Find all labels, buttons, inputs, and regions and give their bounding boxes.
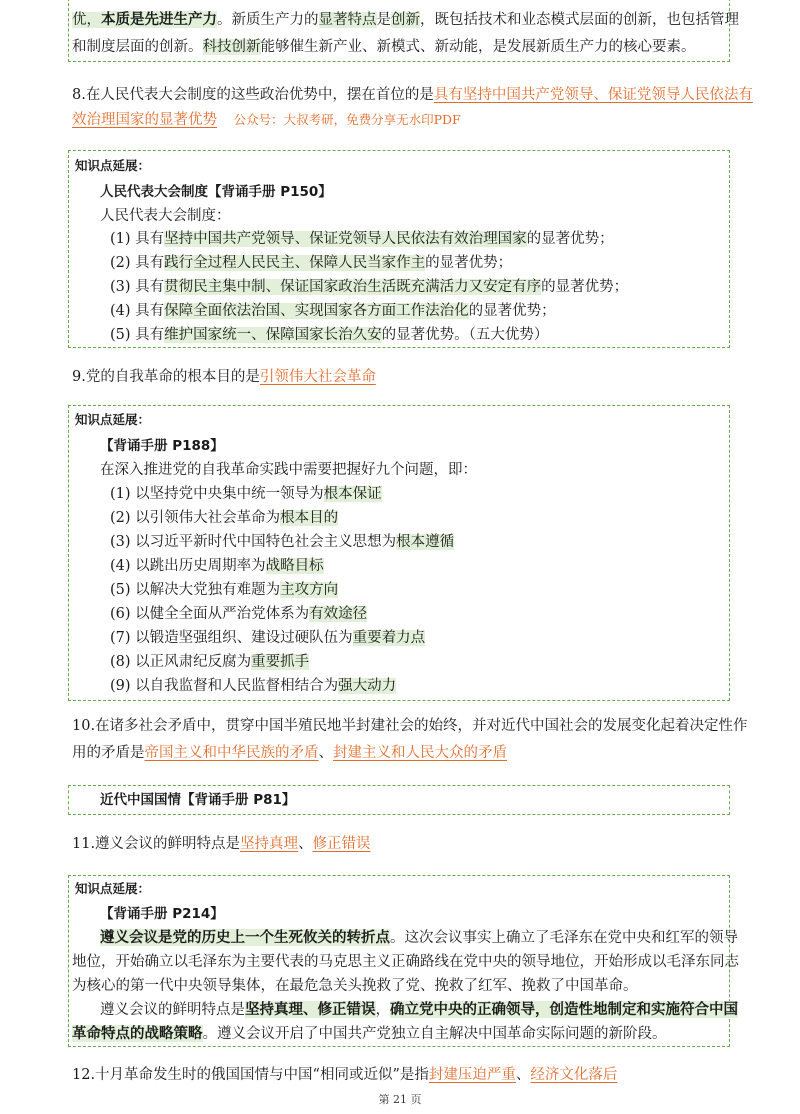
list-item	[110, 532, 454, 552]
text-span: ，	[375, 1002, 390, 1018]
list-item	[110, 628, 425, 648]
item-number: (8)	[110, 654, 131, 670]
list-item	[110, 604, 367, 624]
text-span: 的显著优势；	[425, 255, 513, 271]
question-text: 8.在人民代表大会制度的这些政治优势中，摆在首位的是	[72, 87, 434, 103]
text-span: 以锻造坚强组织、建设过硬队伍为	[135, 630, 353, 646]
list-item	[110, 253, 512, 273]
text-span: 以解决大党独有难题为	[135, 582, 281, 598]
answer-link[interactable]: 具有坚持中国共产党领导、保证党领导人民依法有	[433, 87, 753, 103]
text-span: 以引领伟大社会革命为	[135, 510, 281, 526]
item-number: (1)	[110, 231, 131, 247]
highlight: 根本保证	[323, 486, 382, 502]
text-span: ，既包括技术和业态模式层面的创新，也包括管理	[420, 12, 739, 28]
highlight: 科技创新	[202, 39, 261, 55]
text-span: 以健全全面从严治党体系为	[135, 606, 310, 622]
paragraph-line	[100, 1000, 738, 1020]
text-span: 的显著优势；	[468, 303, 556, 319]
item-number: (7)	[110, 630, 131, 646]
highlight: 维护国家统一、保障国家长治久安	[164, 327, 382, 343]
list-item	[110, 508, 338, 528]
text-span: 以自我监督和人民监督相结合为	[135, 678, 339, 694]
question-9	[72, 367, 376, 387]
answer-link[interactable]: 帝国主义和中华民族的矛盾	[144, 745, 319, 761]
paragraph-line	[100, 928, 738, 948]
question-10: 10.在诸多社会矛盾中，贯穿中国半殖民地半封建社会的始终，并对近代中国社会的发展变化起着决定性作	[72, 718, 748, 734]
question-8	[72, 85, 753, 105]
box-heading: 【背诵手册 P188】	[100, 438, 224, 454]
paragraph-line: 地位，开始确立以毛泽东为主要代表的马克思主义正确路线在党中央的领导地位，开始形成以毛泽东同志	[72, 954, 739, 970]
answer-link[interactable]: 封建压迫严重	[428, 1067, 516, 1083]
item-number: (2)	[110, 510, 131, 526]
text-span: 具有	[135, 231, 165, 247]
box-heading: 近代中国国情【背诵手册 P81】	[100, 792, 296, 808]
item-number: (9)	[110, 678, 131, 694]
text-line	[72, 37, 696, 57]
box-intro: 人民代表大会制度：	[100, 208, 231, 224]
knowledge-tag: 知识点延展：	[75, 881, 151, 896]
text-span: 具有	[135, 255, 165, 271]
highlight: 重要着力点	[352, 630, 426, 646]
text-span: 。遵义会议开启了中国共产党独立自主解决中国革命实际问题的新阶段。	[202, 1026, 667, 1042]
list-item	[110, 277, 628, 297]
list-item	[110, 484, 382, 504]
highlight-bold: 本质是先进生产力	[101, 11, 217, 28]
answer-link[interactable]: 经济文化落后	[530, 1067, 618, 1083]
page-number: 第 21 页	[378, 1093, 422, 1106]
item-number: (3)	[110, 534, 131, 550]
text-span: 以坚持党中央集中统一领导为	[135, 486, 324, 502]
question-11	[72, 834, 371, 854]
item-number: (1)	[110, 486, 131, 502]
text-span: 以正风肃纪反腐为	[135, 654, 252, 670]
list-item	[110, 556, 324, 576]
paragraph-line	[72, 1024, 667, 1044]
highlight: 重要抓手	[251, 654, 310, 670]
item-number: (3)	[110, 279, 131, 295]
highlight: 根本目的	[280, 510, 339, 526]
separator: 、	[318, 745, 333, 761]
list-item	[110, 301, 556, 321]
highlight-bold: 坚持真理、修正错误	[245, 1001, 376, 1018]
answer-link[interactable]: 效治理国家的显著优势	[72, 112, 217, 128]
watermark-text: 公众号：大叔考研，免费分享无水印PDF	[233, 112, 461, 127]
text-span: 具有	[135, 327, 165, 343]
text-span: 以习近平新时代中国特色社会主义思想为	[135, 534, 397, 550]
highlight: 贯彻民主集中制、保证国家政治生活既充满活力又安定有序	[164, 279, 542, 295]
highlight: 保障全面依法治国、实现国家各方面工作法治化	[164, 303, 469, 319]
question-10-line2	[72, 743, 507, 763]
highlight: 有效途径	[309, 606, 368, 622]
text-span: 优，	[72, 12, 101, 28]
knowledge-tag: 知识点延展：	[75, 158, 151, 173]
highlight: 主攻方向	[280, 582, 339, 598]
answer-link[interactable]: 修正错误	[312, 836, 371, 852]
item-number: (6)	[110, 606, 131, 622]
question-text: 11.遵义会议的鲜明特点是	[72, 836, 241, 852]
list-item	[110, 676, 396, 696]
text-span: 的显著优势。（五大优势）	[381, 327, 549, 343]
text-span: 以跳出历史周期率为	[135, 558, 266, 574]
text-span: 是	[376, 12, 391, 28]
highlight: 显著特点	[318, 12, 377, 28]
text-span: 具有	[135, 303, 165, 319]
list-item	[110, 229, 614, 249]
text-span: 能够催生新产业、新模式、新动能，是发展新质生产力的核心要素。	[260, 39, 696, 55]
question-text: 12.十月革命发生时的俄国国情与中国“相同或近似”是指	[72, 1067, 429, 1083]
highlight: 创新	[391, 12, 420, 28]
box-heading: 人民代表大会制度【背诵手册 P150】	[100, 184, 332, 200]
answer-link[interactable]: 引领伟大社会革命	[259, 369, 376, 385]
box-heading: 【背诵手册 P214】	[100, 906, 224, 922]
highlight: 战略目标	[265, 558, 324, 574]
text-span: 具有	[135, 279, 165, 295]
question-text: 9.党的自我革命的根本目的是	[72, 369, 260, 385]
text-span: 。新质生产力的	[217, 12, 319, 28]
highlight: 强大动力	[338, 678, 397, 694]
text-span: 。这次会议事实上确立了毛泽东在党中央和红军的领导	[390, 930, 738, 946]
answer-link[interactable]: 封建主义和人民大众的矛盾	[333, 745, 507, 761]
highlight: 根本遵循	[396, 534, 455, 550]
text-span: 的显著优势；	[526, 231, 614, 247]
highlight-bold: 遵义会议是党的历史上一个生死攸关的转折点	[100, 929, 390, 946]
highlight: 践行全过程人民民主、保障人民当家作主	[164, 255, 426, 271]
separator: 、	[515, 1067, 531, 1083]
item-number: (5)	[110, 582, 131, 598]
text-span: 遵义会议的鲜明特点是	[100, 1002, 245, 1018]
separator: 、	[298, 836, 313, 852]
highlight-bold: 革命特点的战略策略	[72, 1025, 203, 1042]
text-span: 的显著优势；	[541, 279, 629, 295]
box-intro: 在深入推进党的自我革命实践中需要把握好九个问题，即：	[100, 462, 477, 478]
highlight: 坚持中国共产党领导、保证党领导人民依法有效治理国家	[164, 231, 527, 247]
question-text: 用的矛盾是	[72, 745, 145, 761]
question-8-line2	[72, 110, 461, 130]
text-span: 和制度层面的创新。	[72, 39, 203, 55]
paragraph-line: 为核心的第一代中央领导集体，在最危急关头挽救了党、挽救了红军、挽救了中国革命。	[72, 978, 638, 994]
list-item	[110, 580, 338, 600]
item-number: (2)	[110, 255, 131, 271]
item-number: (5)	[110, 327, 131, 343]
list-item	[110, 652, 309, 672]
list-item	[110, 325, 548, 345]
item-number: (4)	[110, 558, 131, 574]
highlight-bold: 确立党中央的正确领导，创造性地制定和实施符合中国	[390, 1001, 738, 1018]
answer-link[interactable]: 坚持真理	[240, 836, 299, 852]
text-line	[72, 10, 739, 30]
knowledge-tag: 知识点延展：	[75, 412, 151, 427]
item-number: (4)	[110, 303, 131, 319]
question-12	[72, 1065, 617, 1085]
